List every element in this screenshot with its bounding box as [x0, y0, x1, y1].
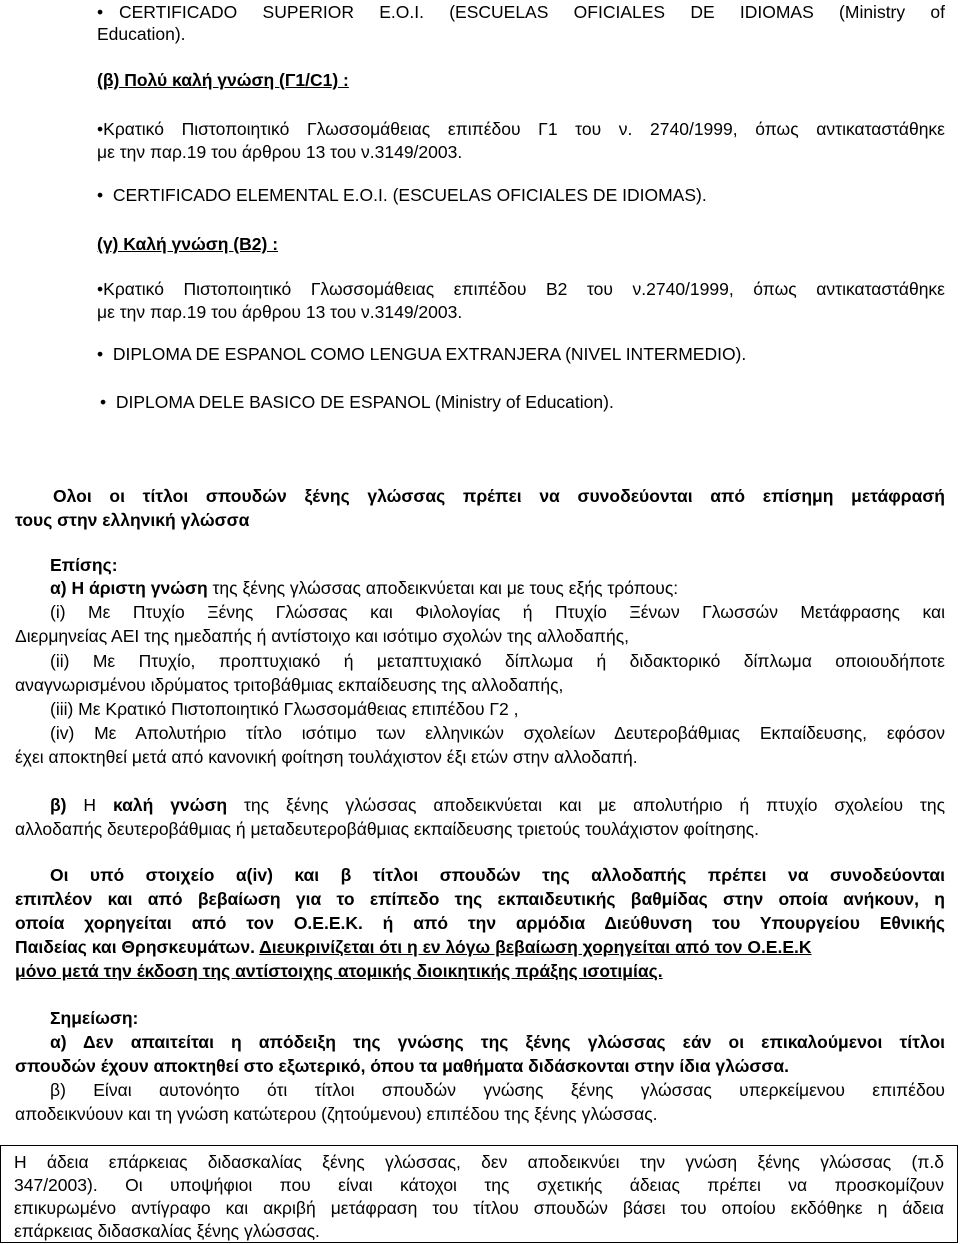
bullet-icon: • [97, 119, 104, 139]
license-notice-line-4: επάρκειας διδασκαλίας ξένης γλώσσας. [14, 1221, 320, 1241]
list-item-text: με την παρ.19 του άρθρου 13 του ν.3149/2003. [97, 142, 463, 162]
also-heading: Επίσης: [50, 555, 118, 575]
way-i-line-2: Διερμηνείας ΑΕΙ της ημεδαπής ή αντίστοιχο και ισότιμο σχολών της αλλοδαπής, [15, 626, 630, 646]
license-notice-line-3: επικυρωμένο αντίγραφο και ακριβή μετάφραση του τίτλου σπουδών βάσει του οποίου εκδόθηκε η άδεια [14, 1198, 944, 1218]
list-item-text: Education). [97, 24, 186, 44]
list-item-text: με την παρ.19 του άρθρου 13 του ν.3149/2003. [97, 302, 463, 322]
certification-line-3: οποία χορηγείται από τον Ο.Ε.Ε.Κ. ή από την αρμόδια Διεύθυνση του Υπουργείου Εθνικής [15, 913, 945, 933]
list-item-text: CERTIFICADO SUPERIOR E.O.I. (ESCUELAS OFICIALES DE IDIOMAS (Ministry of [119, 2, 945, 22]
bullet-icon: • [97, 185, 104, 205]
note-b-line-2: αποδεικνύουν και τη γνώση κατώτερου (ζητούμενου) επιπέδου της ξένης γλώσσας. [15, 1104, 658, 1124]
bullet-item-kpg-c1 [97, 117, 945, 142]
bullet-item-certificado-elemental [97, 183, 707, 208]
translation-note-line-2: τους στην ελληνική γλώσσα [15, 510, 250, 530]
list-item-text: CERTIFICADO ELEMENTAL E.O.I. (ESCUELAS OFICIALES DE IDIOMAS). [112, 185, 707, 205]
license-notice-line-2: 347/2003). Οι υποψήφιοι που είναι κάτοχοι της σχετικής άδειας πρέπει να προσκομίζουν [14, 1175, 944, 1195]
way-iii: (iii) Με Κρατικό Πιστοποιητικό Γλωσσομάθειας επιπέδου Γ2 , [50, 699, 519, 719]
bullet-icon: • [97, 344, 104, 364]
bullet-icon: • [97, 279, 104, 299]
level-heading-c1: (β) Πολύ καλή γνώση (Γ1/C1) : [97, 70, 349, 90]
list-item-text: Κρατικό Πιστοποιητικό Γλωσσομάθειας επιπέδου Γ1 του ν. 2740/1999, όπως αντικαταστάθηκε [103, 119, 945, 139]
way-ii-line-2: αναγνωρισμένου ιδρύματος τριτοβάθμιας εκπαίδευσης της αλλοδαπής, [15, 675, 564, 695]
level-heading-b2: (γ) Καλή γνώση (Β2) : [97, 234, 279, 254]
certification-line-5: μόνο μετά την έκδοση της αντίστοιχης ατομικής διοικητικής πράξης ισοτιμίας. [15, 961, 663, 981]
way-iv-line-1: (iv) Με Απολυτήριο τίτλο ισότιμο των ελληνικών σχολείων Δευτεροβάθμιας Εκπαίδευσης, εφόσον [50, 723, 945, 743]
license-notice-line-1: Η άδεια επάρκειας διδασκαλίας ξένης γλώσσας, δεν αποδεικνύει την γνώση ξένης γλώσσας (π.δ [14, 1152, 944, 1172]
good-knowledge-line-2: αλλοδαπής δευτεροβάθμιας ή μεταδευτεροβάθμιας εκπαίδευσης τριετούς τουλάχιστον φοίτησης. [15, 819, 759, 839]
bullet-item-diploma-dele [100, 390, 614, 415]
list-item-text: DIPLOMA DELE BASICO DE ESPANOL (Ministry of Education). [115, 392, 614, 412]
bullet-icon: • [97, 2, 104, 22]
bullet-item-kpg-b2 [97, 277, 945, 302]
bullet-item-certificado-superior [97, 0, 945, 25]
good-knowledge-line-1: β) Η καλή γνώση της ξένης γλώσσας αποδεικνύεται και με απολυτήριο ή πτυχίο σχολείου της [50, 795, 945, 815]
bullet-icon: • [100, 392, 107, 412]
note-a-line-2: σπουδών έχουν αποκτηθεί στο εξωτερικό, όπου τα μαθήματα διδάσκονται στην ίδια γλώσσα. [15, 1056, 789, 1076]
excellent-knowledge-intro: α) Η άριστη γνώση της ξένης γλώσσας αποδεικνύεται και με τους εξής τρόπους: [50, 578, 679, 598]
note-a-line-1: α) Δεν απαιτείται η απόδειξη της γνώσης της ξένης γλώσσας εάν οι επικαλούμενοι τίτλοι [50, 1032, 945, 1052]
way-ii-line-1: (ii) Με Πτυχίο, προπτυχιακό ή μεταπτυχιακό δίπλωμα ή διδακτορικό δίπλωμα οποιουδήποτε [50, 651, 945, 671]
certification-line-1: Οι υπό στοιχείο α(iv) και β τίτλοι σπουδών της αλλοδαπής πρέπει να συνοδεύονται [50, 865, 945, 885]
bullet-item-diploma-intermedio [97, 342, 746, 367]
certification-line-2: επιπλέον και από βεβαίωση για το επίπεδο της εκπαιδευτικής βαθμίδας στην οποία ανήκουν, η [15, 889, 945, 909]
list-item-text: DIPLOMA DE ESPANOL COMO LENGUA EXTRANJERA (NIVEL INTERMEDIO). [112, 344, 747, 364]
note-heading: Σημείωση: [50, 1008, 139, 1028]
way-i-line-1: (i) Με Πτυχίο Ξένης Γλώσσας και Φιλολογίας ή Πτυχίο Ξένων Γλωσσών Μετάφρασης και [50, 602, 945, 622]
certification-line-4: Παιδείας και Θρησκευμάτων. Διευκρινίζεται ότι η εν λόγω βεβαίωση χορηγείται από τον Ο.Ε.Ε.Κ [15, 937, 812, 957]
note-b-line-1: β) Είναι αυτονόητο ότι τίτλοι σπουδών γνώσης ξένης γλώσσας υπερκείμενου επιπέδου [50, 1080, 945, 1100]
list-item-text: Κρατικό Πιστοποιητικό Γλωσσομάθειας επιπέδου Β2 του ν.2740/1999, όπως αντικαταστάθηκε [103, 279, 945, 299]
license-notice-box [0, 1145, 958, 1243]
translation-note-line-1: Ολοι οι τίτλοι σπουδών ξένης γλώσσας πρέπει να συνοδεύονται από επίσημη μετάφρασή [53, 486, 945, 506]
way-iv-line-2: έχει αποκτηθεί μετά από κανονική φοίτηση τουλάχιστον έξι ετών στην αλλοδαπή. [15, 747, 638, 767]
